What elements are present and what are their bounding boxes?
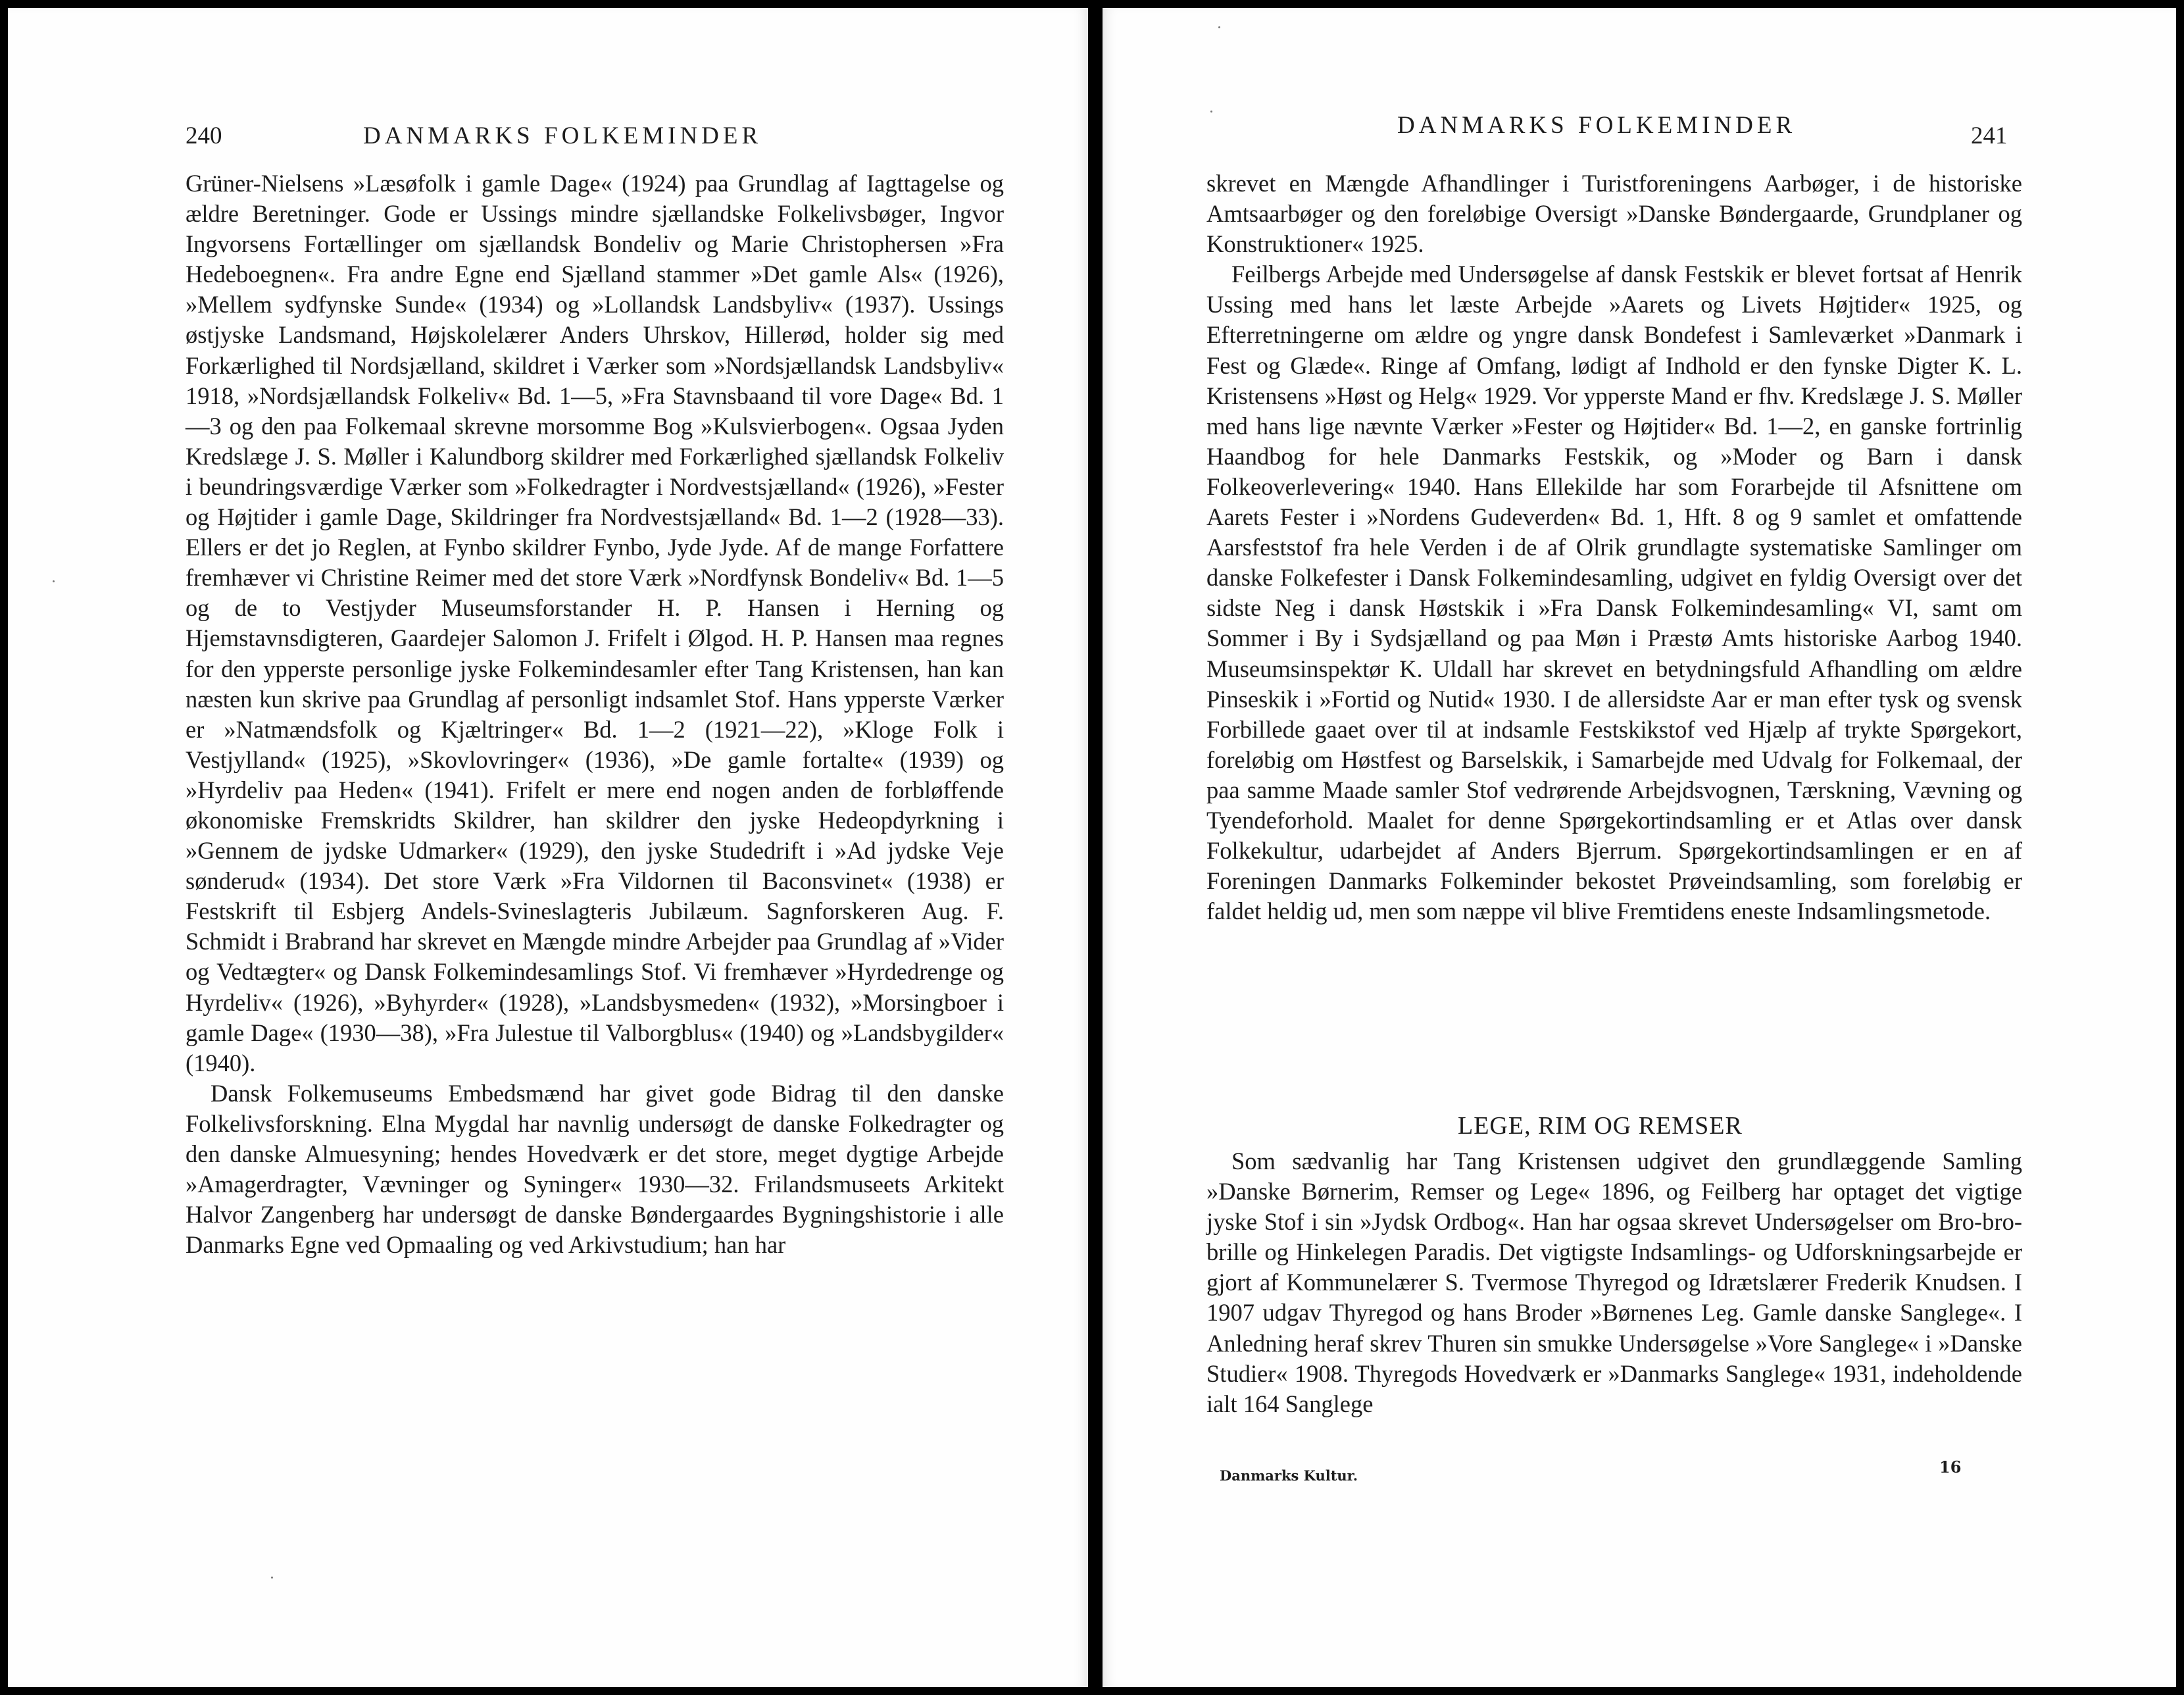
- scan-speck: [1210, 111, 1212, 113]
- scan-speck: [1218, 26, 1220, 28]
- running-title: DANMARKS FOLKEMINDER: [1397, 112, 1797, 139]
- signature-mark: Danmarks Kultur.: [1220, 1467, 1358, 1484]
- running-title: DANMARKS FOLKEMINDER: [363, 122, 762, 149]
- left-page: [8, 8, 1088, 1687]
- body-text: [186, 168, 1004, 1260]
- section-text: [1206, 1146, 2022, 1419]
- paragraph: Grüner-Nielsens »Læsøfolk i gamle Dage« (1924) paa Grundlag af Iagttagelse og ældre Beretninger. Gode er Ussings mindre sjællandske Folkelivsbøger, Ingvor Ingvorsens Fortællinger om sjællandsk Bondeliv og Marie Christophersen »Fra Hedeboegnen«. Fra andre Egne end Sjælland stammer »Det gamle Als« (1926), »Mellem sydfynske Sunde« (1934) og »Lollandsk Landsbyliv« (1937). Ussings østjyske Landsmand, Højskolelærer Anders Uhrskov, Hillerød, holder sig med Forkærlighed til Nordsjælland, skildret i Værker som »Nordsjællandsk Landsbyliv« 1918, »Nordsjællandsk Folkeliv« Bd. 1—5, »Fra Stavnsbaand til vore Dage« Bd. 1—3 og den paa Folkemaal skrevne morsomme Bog »Kulsvierbogen«. Ogsaa Jyden Kredslæge J. S. Møller i Kalundborg skildrer med Forkærlighed sjællandsk Folkeliv i beundringsværdige Værker som »Folkedragter i Nordvestsjælland« (1926), »Fester og Højtider i gamle Dage, Skildringer fra Nordvestsjælland« Bd. 1—2 (1928—33). Ellers er det jo Reglen, at Fynbo skildrer Fynbo, Jyde Jyde. Af de mange Forfattere fremhæver vi Christine Reimer med det store Værk »Nordfynsk Bondeliv« Bd. 1—5 og de to Vestjyder Museumsforstander H. P. Hansen i Herning og Hjemstavnsdigteren, Gaardejer Salomon J. Frifelt i Ølgod. H. P. Hansen maa regnes for den ypperste personlige jyske Folkemindesamler efter Tang Kristensen, han kan næsten kun skrive paa Grundlag af personligt indsamlet Stof. Hans ypperste Værker er »Natmændsfolk og Kjæltringer« Bd. 1—2 (1921—22), »Kloge Folk i Vestjylland« (1925), »Skovlovringer« (1936), »De gamle fortalte« (1939) og »Hyrdeliv paa Heden« (1941). Frifelt er mere end nogen anden de forbløffende økonomiske Fremskridts Skildrer, han skildrer den jyske Hedeopdyrkning i »Gennem de jydske Udmarker« (1929), den jyske Studedrift i »Ad jydske Veje sønderud« (1934). Det store Værk »Fra Vildornen til Baconsvinet« (1938) er Festskrift til Esbjerg Andels-Svineslagteris Jubilæum. Sagnforskeren Aug. F. Schmidt i Brabrand har skrevet en Mængde mindre Arbejder paa Grundlag af »Vider og Vedtægter« og Dansk Folkemindesamlings Stof. Vi fremhæver »Hyrdedrenge og Hyrdeliv« (1926), »Byhyrder« (1928), »Landsbysmeden« (1932), »Morsingboer i gamle Dage« (1930—38), »Fra Julestue til Valborgblus« (1940) og »Landsbygilder« (1940).: [186, 170, 1004, 1076]
- paragraph: Dansk Folkemuseums Embedsmænd har givet gode Bidrag til den danske Folkelivsforskning. Elna Mygdal har navnlig undersøgt de danske Folkedragter og den danske Almuesyning; hendes Hovedværk er det store, meget dygtige Arbejde »Amagerdragter, Vævninger og Syninger« 1930—32. Frilandsmuseets Arkitekt Halvor Zangenberg har undersøgt de danske Bøndergaardes Bygningshistorie i alle Danmarks Egne ved Opmaaling og ved Arkivstudium; han har: [186, 1079, 1004, 1259]
- paragraph: Som sædvanlig har Tang Kristensen udgivet den grundlæggende Samling »Danske Børnerim, Remser og Lege« 1896, og Feilberg har optaget det vigtige jyske Stof i sin »Jydsk Ordbog«. Han har ogsaa skrevet Undersøgelser om Bro-bro-brille og Hinkelegen Paradis. Det vigtigste Indsamlings- og Udforskningsarbejde er gjort af Kommunelærer S. Tvermose Thyregod og Idrætslærer Frederik Knudsen. I 1907 udgav Thyregod og hans Broder »Børnenes Leg. Gamle danske Sanglege«. I Anledning heraf skrev Thuren sin smukke Undersøgelse »Vore Sanglege« i »Danske Studier« 1908. Thyregods Hovedværk er »Danmarks Sanglege« 1931, indeholdende ialt 164 Sanglege: [1206, 1148, 2022, 1417]
- scan-speck: [271, 1577, 273, 1579]
- paragraph: Feilbergs Arbejde med Undersøgelse af dansk Festskik er blevet fortsat af Henrik Ussing med hans let læste Arbejde »Aarets og Livets Højtider« 1925, og Efterretningerne om ældre og yngre dansk Bondefest i Samleværket »Danmark i Fest og Glæde«. Ringe af Omfang, lødigt af Indhold er den fynske Digter K. L. Kristensens »Høst og Helg« 1929. Vor ypperste Mand er fhv. Kredslæge J. S. Møller med hans lige nævnte Værker »Fester og Højtider« Bd. 1—2, en ganske fortrinlig Haandbog for hele Danmarks Festskik, og »Moder og Barn i dansk Folkeoverlevering« 1940. Hans Ellekilde har som Forarbejde til Afsnittene om Aarets Fester i »Nordens Gudeverden« Bd. 1, Hft. 8 og 9 samlet et omfattende Aarsfeststof fra hele Verden i de af Olrik grundlagte systematiske Samlinger om danske Folkefester i Dansk Folkemindesamling, udgivet en fyldig Oversigt over det sidste Neg i dansk Høstskik i »Fra Dansk Folkemindesamling« VI, samt om Sommer i By i Sydsjælland og paa Møn i Præstø Amts historiske Aarbog 1940. Museumsinspektør K. Uldall har skrevet en betydningsfuld Afhandling om ældre Pinseskik i »Fortid og Nutid« 1930. I de allersidste Aar er man efter tysk og svensk Forbillede gaaet over til at indsamle Festskikstof ved Hjælp af trykte Spørgekort, foreløbig om Høstfest og Barselskik, i Samarbejde med Udvalg for Folkemaal, der paa samme Maade samler Stof vedrørende Arbejdsvognen, Tærskning, Vævning og Tyendeforhold. Maalet for denne Spørgekortindsamling er et Atlas over dansk Folkekultur, udarbejdet af Anders Bjerrum. Spørgekortindsamlingen er en af Foreningen Danmarks Folkeminder bekostet Prøveindsamling, som foreløbig er faldet heldig ud, men som næppe vil blive Fremtidens eneste Indsamlingsmetode.: [1206, 261, 2022, 925]
- paragraph: skrevet en Mængde Afhandlinger i Turistforeningens Aarbøger, i de historiske Amtsaarbøger og den foreløbige Oversigt »Danske Bøndergaarde, Grundplaner og Konstruktioner« 1925.: [1206, 170, 2022, 258]
- signature-number: 16: [1939, 1457, 1962, 1477]
- body-text: [1206, 168, 2022, 926]
- section-heading: LEGE, RIM OG REMSER: [1458, 1112, 1743, 1140]
- scan-speck: [53, 580, 55, 582]
- page-number: 241: [1971, 122, 2008, 149]
- right-page: [1103, 8, 2176, 1687]
- page-number: 240: [186, 122, 222, 149]
